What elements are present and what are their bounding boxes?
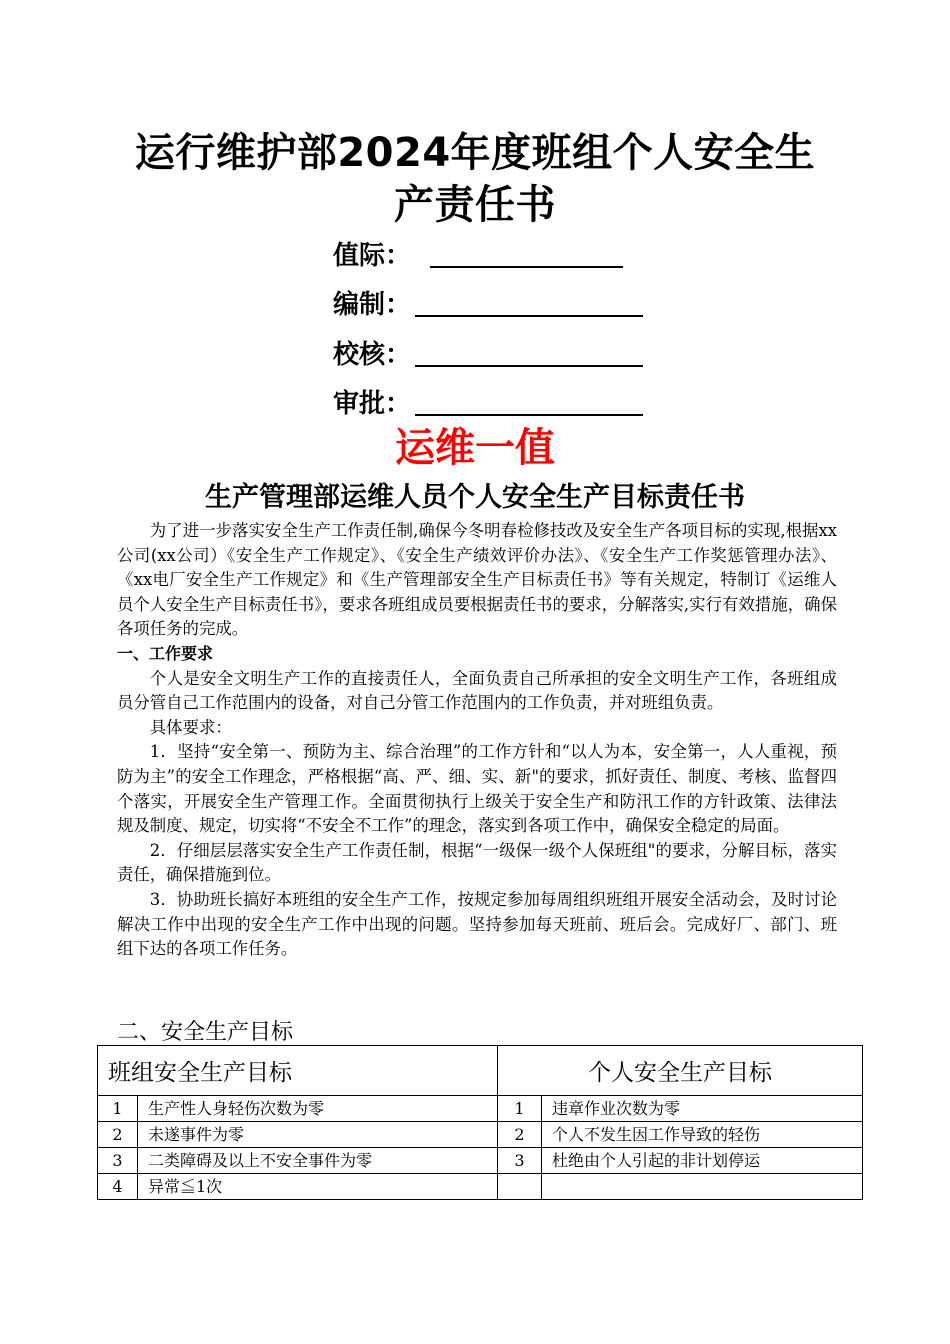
personal-goal-text: 违章作业次数为零 bbox=[542, 1096, 863, 1122]
signature-blank-line bbox=[415, 414, 643, 416]
personal-goal-text: 杜绝由个人引起的非计划停运 bbox=[542, 1148, 863, 1174]
team-goals-header: 班组安全生产目标 bbox=[98, 1046, 498, 1096]
document-title-line1: 运行维护部2024年度班组个人安全生 bbox=[134, 130, 816, 176]
document-body bbox=[117, 519, 837, 962]
requirement-1: 1．坚持“安全第一、预防为主、综合治理”的工作方针和“以人为本，安全第一，人人重视，预防为主”的安全工作理念，严格根据“高、严、细、实、新"的要求，抓好责任、制度、考核、监督四个落实，开展安全生产管理工作。全面贯彻执行上级关于安全生产和防汛工作的方针政策、法律法规及制度、规定，切实将“不安全不工作”的理念，落实到各项工作中，确保安全稳定的局面。 bbox=[117, 742, 837, 836]
document-subtitle: 生产管理部运维人员个人安全生产目标责任书 bbox=[205, 482, 745, 513]
table-row bbox=[98, 1174, 863, 1200]
document-title-line2: 产责任书 bbox=[394, 182, 556, 228]
requirement-2: 2．仔细层层落实安全生产工作责任制，根据“一级保一级个人保班组"的要求，分解目标，落实责任，确保措施到位。 bbox=[117, 840, 837, 885]
signature-blank-line bbox=[415, 315, 643, 317]
table-row bbox=[98, 1096, 863, 1122]
section2-heading: 二、安全生产目标 bbox=[117, 1020, 294, 1045]
team-goal-text: 二类障碍及以上不安全事件为零 bbox=[138, 1148, 498, 1174]
team-goal-number: 1 bbox=[98, 1096, 138, 1122]
personal-goal-number: 1 bbox=[498, 1096, 542, 1122]
table-row bbox=[98, 1122, 863, 1148]
safety-goals-table bbox=[97, 1045, 863, 1200]
personal-goal-number: 3 bbox=[498, 1148, 542, 1174]
team-goal-number: 2 bbox=[98, 1122, 138, 1148]
section1-paragraph: 个人是安全文明生产工作的直接责任人，全面负责自己所承担的安全文明生产工作，各班组成员分管自己工作范围内的设备，对自己分管工作范围内的工作负责，并对班组负责。 bbox=[117, 668, 837, 713]
team-goal-text: 生产性人身轻伤次数为零 bbox=[138, 1096, 498, 1122]
intro-paragraph: 为了进一步落实安全生产工作责任制,确保今冬明春检修技改及安全生产各项目标的实现,根据xx公司(xx公司）《安全生产工作规定》、《安全生产绩效评价办法》、《安全生产工作奖惩管理办法》、《xx电厂安全生产工作规定》和《生产管理部安全生产目标责任书》等有关规定，特制订《运维人员个人安全生产目标责任书》，要求各班组成员要根据责任书的要求，分解落实,实行有效措施，确保各项任务的完成。 bbox=[117, 521, 837, 639]
signature-label: 值际： bbox=[333, 241, 412, 271]
team-goal-text: 异常≦1次 bbox=[138, 1174, 498, 1200]
specific-requirements-label: 具体要求： bbox=[149, 717, 232, 737]
personal-goal-text: 个人不发生因工作导致的轻伤 bbox=[542, 1122, 863, 1148]
requirement-3: 3．协助班长搞好本班组的安全生产工作，按规定参加每周组织班组开展安全活动会，及时讨论解决工作中出现的安全生产工作中出现的问题。坚持参加每天班前、班后会。完成好厂、部门、班组下达的各项工作任务。 bbox=[117, 889, 837, 959]
team-goal-text: 未遂事件为零 bbox=[138, 1122, 498, 1148]
table-row bbox=[98, 1148, 863, 1174]
signature-label: 编制： bbox=[333, 290, 412, 320]
section1-heading: 一、工作要求 bbox=[117, 643, 214, 663]
personal-goal-number: 2 bbox=[498, 1122, 542, 1148]
signature-blank-line bbox=[430, 266, 623, 268]
team-goal-number: 4 bbox=[98, 1174, 138, 1200]
personal-goal-text bbox=[542, 1174, 863, 1200]
personal-goals-header: 个人安全生产目标 bbox=[498, 1046, 863, 1096]
team-goal-number: 3 bbox=[98, 1148, 138, 1174]
table-header-row bbox=[98, 1046, 863, 1096]
personal-goal-number bbox=[498, 1174, 542, 1200]
unit-name-heading: 运维一值 bbox=[395, 425, 555, 471]
signature-label: 审批： bbox=[333, 389, 412, 419]
signature-blank-line bbox=[415, 365, 643, 367]
signature-label: 校核： bbox=[333, 340, 412, 370]
